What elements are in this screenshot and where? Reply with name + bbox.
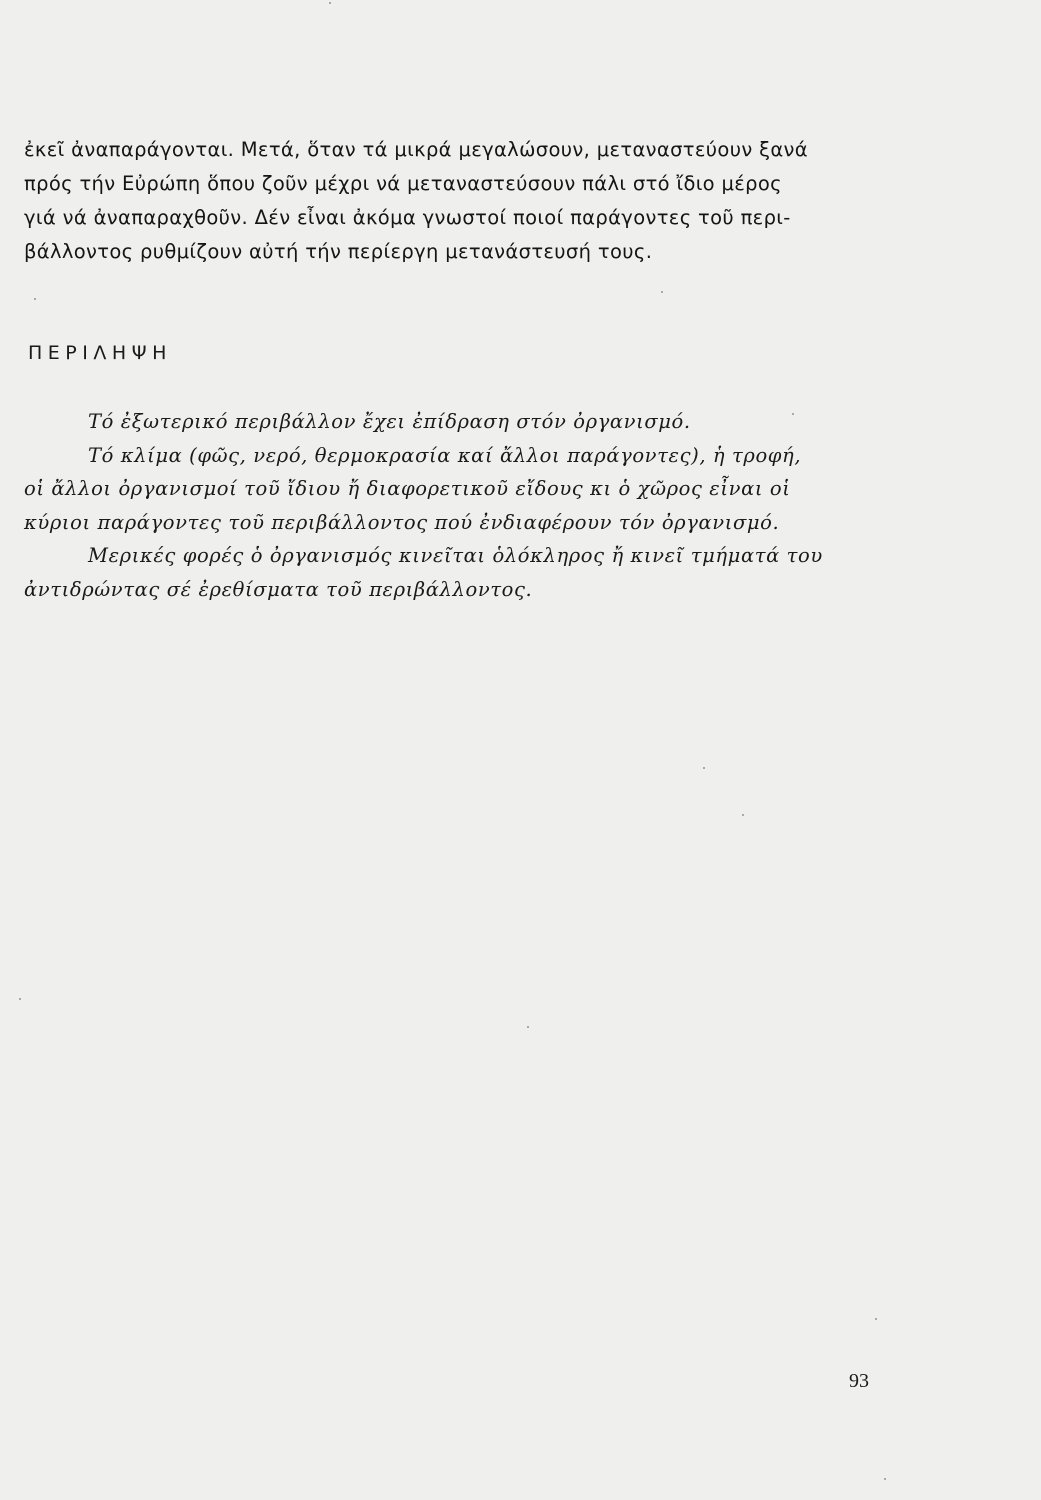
print-speck	[703, 767, 705, 769]
summary-line: Μερικές φορές ὁ ὀργανισμός κινεῖται ὁλόκληρος ἤ κινεῖ τμήματά του	[88, 544, 823, 567]
intro-line: ἐκεῖ ἀναπαράγονται. Μετά, ὅταν τά μικρά μεγαλώσουν, μεταναστεύουν ξανά	[24, 138, 808, 161]
intro-line: πρός τήν Εὐρώπη ὅπου ζοῦν μέχρι νά μεταναστεύσουν πάλι στό ἴδιο μέρος	[24, 172, 782, 195]
summary-line: Τό κλίμα (φῶς, νερό, θερμοκρασία καί ἄλλοι παράγοντες), ἡ τροφή,	[88, 443, 802, 467]
intro-line: βάλλοντος ρυθμίζουν αὐτή τήν περίεργη μετανάστευσή τους.	[24, 240, 653, 263]
print-speck	[329, 2, 331, 4]
summary-line: ἀντιδρώντας σέ ἐρεθίσματα τοῦ περιβάλλοντος.	[24, 577, 533, 601]
summary-line: κύριοι παράγοντες τοῦ περιβάλλοντος πού ἐνδιαφέρουν τόν ὀργανισμό.	[24, 510, 780, 534]
print-speck	[875, 1318, 877, 1320]
summary-line: Τό ἐξωτερικό περιβάλλον ἔχει ἐπίδραση στόν ὀργανισμό.	[88, 410, 691, 433]
print-speck	[661, 291, 663, 293]
intro-line: γιά νά ἀναπαραχθοῦν. Δέν εἶναι ἀκόμα γνωστοί ποιοί παράγοντες τοῦ περι-	[24, 206, 791, 229]
summary-paragraph	[24, 405, 904, 606]
print-speck	[742, 814, 744, 816]
print-speck	[34, 298, 36, 300]
intro-paragraph	[24, 133, 909, 269]
summary-heading: ΠΕΡΙΛΗΨΗ	[28, 342, 172, 364]
summary-line: οἱ ἄλλοι ὀργανισμοί τοῦ ἴδιου ἤ διαφορετικοῦ εἴδους κι ὁ χῶρος εἶναι οἱ	[24, 477, 791, 500]
print-speck	[527, 1026, 529, 1028]
page-number: 93	[849, 1370, 869, 1392]
print-speck	[792, 413, 794, 415]
print-speck	[19, 998, 21, 1000]
print-speck	[884, 1478, 886, 1480]
